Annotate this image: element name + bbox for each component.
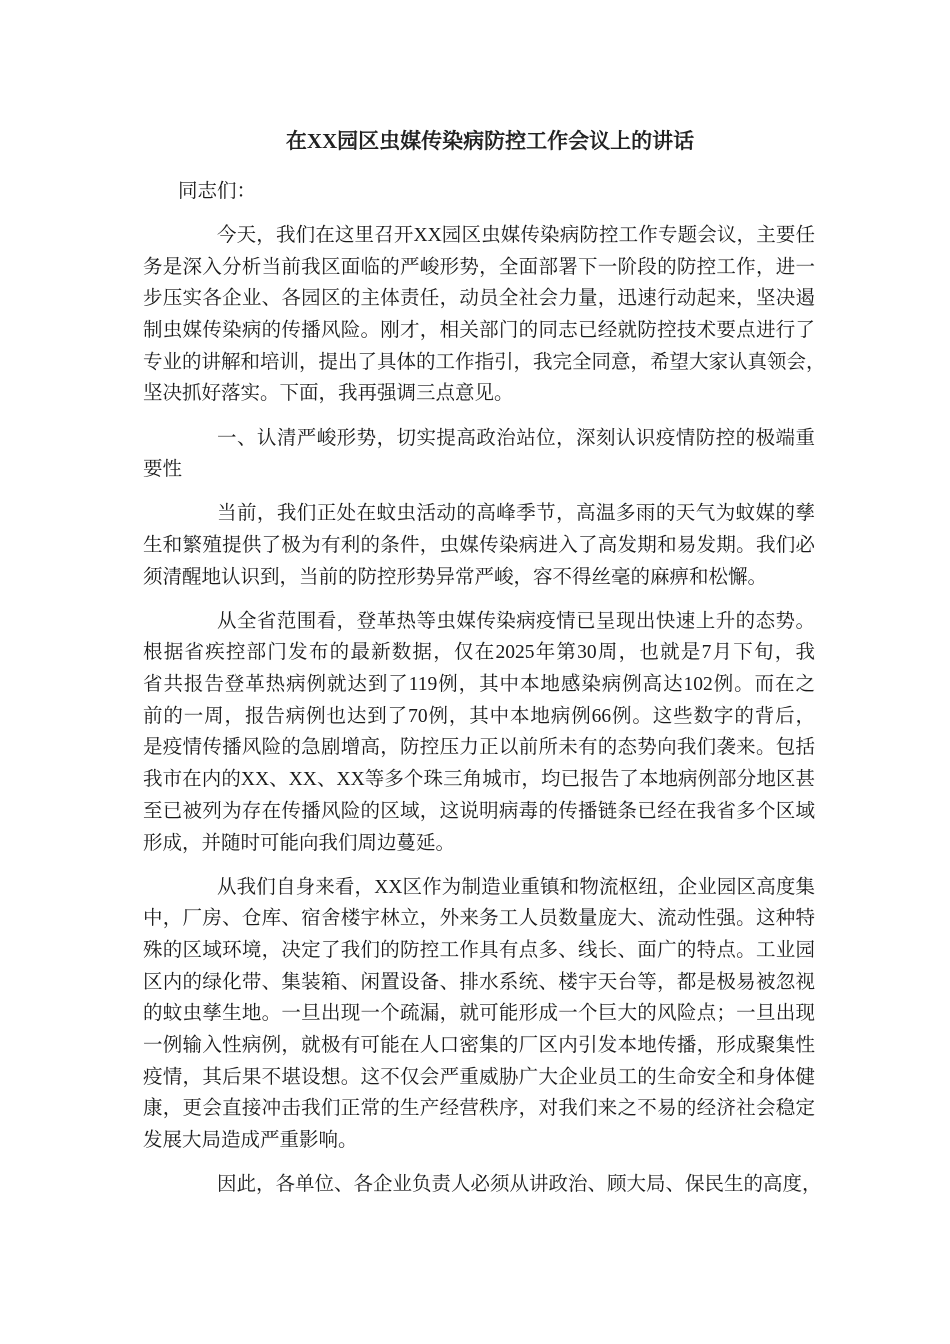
text-line: 因此，各单位、各企业负责人必须从讲政治、顾大局、保民生的高度， bbox=[217, 1174, 822, 1196]
text-line: 康，更会直接冲击我们正常的生产经营秩序，对我们来之不易的经济社会稳定 bbox=[143, 1098, 815, 1120]
text-line: 疫情，其后果不堪设想。这不仅会严重威胁广大企业员工的生命安全和身体健 bbox=[143, 1066, 815, 1088]
text-line: 制虫媒传染病的传播风险。刚才，相关部门的同志已经就防控技术要点进行了 bbox=[143, 320, 815, 342]
text-line: 根据省疾控部门发布的最新数据，仅在2025年第30周，也就是7月下旬，我 bbox=[143, 642, 815, 664]
paragraph bbox=[143, 498, 815, 593]
text-line: 发展大局造成严重影响。 bbox=[143, 1130, 358, 1152]
text-line: 生和繁殖提供了极为有利的条件，虫媒传染病进入了高发期和易发期。我们必 bbox=[143, 534, 815, 556]
paragraph bbox=[143, 606, 815, 860]
text-line: 区内的绿化带、集装箱、闲置设备、排水系统、楼宇天台等，都是极易被忽视 bbox=[143, 971, 815, 993]
paragraph bbox=[143, 423, 815, 486]
text-line: 是疫情传播风险的急剧增高，防控压力正以前所未有的态势向我们袭来。包括 bbox=[143, 737, 815, 759]
text-line: 的蚊虫孳生地。一旦出现一个疏漏，就可能形成一个巨大的风险点；一旦出现 bbox=[143, 1003, 815, 1025]
text-line: 步压实各企业、各园区的主体责任，动员全社会力量，迅速行动起来，坚决遏 bbox=[143, 288, 815, 310]
text-line: 今天，我们在这里召开XX园区虫媒传染病防控工作专题会议，主要任 bbox=[217, 225, 815, 246]
text-line: 殊的区域环境，决定了我们的防控工作具有点多、线长、面广的特点。工业园 bbox=[143, 940, 815, 961]
text-line: 从全省范围看，登革热等虫媒传染病疫情已呈现出快速上升的态势。 bbox=[217, 610, 815, 632]
text-line: 要性 bbox=[143, 459, 183, 481]
text-line: 专业的讲解和培训，提出了具体的工作指引，我完全同意，希望大家认真领会， bbox=[143, 351, 826, 373]
text-line: 一例输入性病例，就极有可能在人口密集的厂区内引发本地传播，形成聚集性 bbox=[143, 1035, 815, 1057]
text-line: 省共报告登革热病例就达到了119例，其中本地感染病例高达102例。而在之 bbox=[143, 674, 815, 696]
document-body bbox=[143, 220, 826, 1213]
text-line: 须清醒地认识到，当前的防控形势异常严峻，容不得丝毫的麻痹和松懈。 bbox=[143, 566, 768, 588]
text-line: 形成，并随时可能向我们周边蔓延。 bbox=[143, 832, 456, 854]
text-line: 我市在内的XX、XX、XX等多个珠三角城市，均已报告了本地病例部分地区甚 bbox=[143, 769, 815, 791]
salutation: 同志们： bbox=[178, 181, 257, 202]
paragraph bbox=[143, 1169, 822, 1201]
document-title: 在XX园区虫媒传染病防控工作会议上的讲话 bbox=[285, 129, 695, 153]
text-line: 一、认清严峻形势，切实提高政治站位，深刻认识疫情防控的极端重 bbox=[217, 427, 815, 449]
text-line: 至已被列为存在传播风险的区域，这说明病毒的传播链条已经在我省多个区域 bbox=[143, 800, 815, 822]
text-line: 前的一周，报告病例也达到了70例，其中本地病例66例。这些数字的背后， bbox=[143, 705, 815, 727]
text-line: 坚决抓好落实。下面，我再强调三点意见。 bbox=[143, 383, 514, 405]
paragraph bbox=[143, 872, 815, 1157]
text-line: 当前，我们正处在蚊虫活动的高峰季节，高温多雨的天气为蚊媒的孳 bbox=[217, 503, 815, 525]
text-line: 从我们自身来看，XX区作为制造业重镇和物流枢纽，企业园区高度集 bbox=[217, 876, 815, 898]
paragraph bbox=[143, 220, 826, 410]
text-line: 务是深入分析当前我区面临的严峻形势，全面部署下一阶段的防控工作，进一 bbox=[143, 256, 815, 278]
text-line: 中，厂房、仓库、宿舍楼宇林立，外来务工人员数量庞大、流动性强。这种特 bbox=[143, 908, 815, 930]
